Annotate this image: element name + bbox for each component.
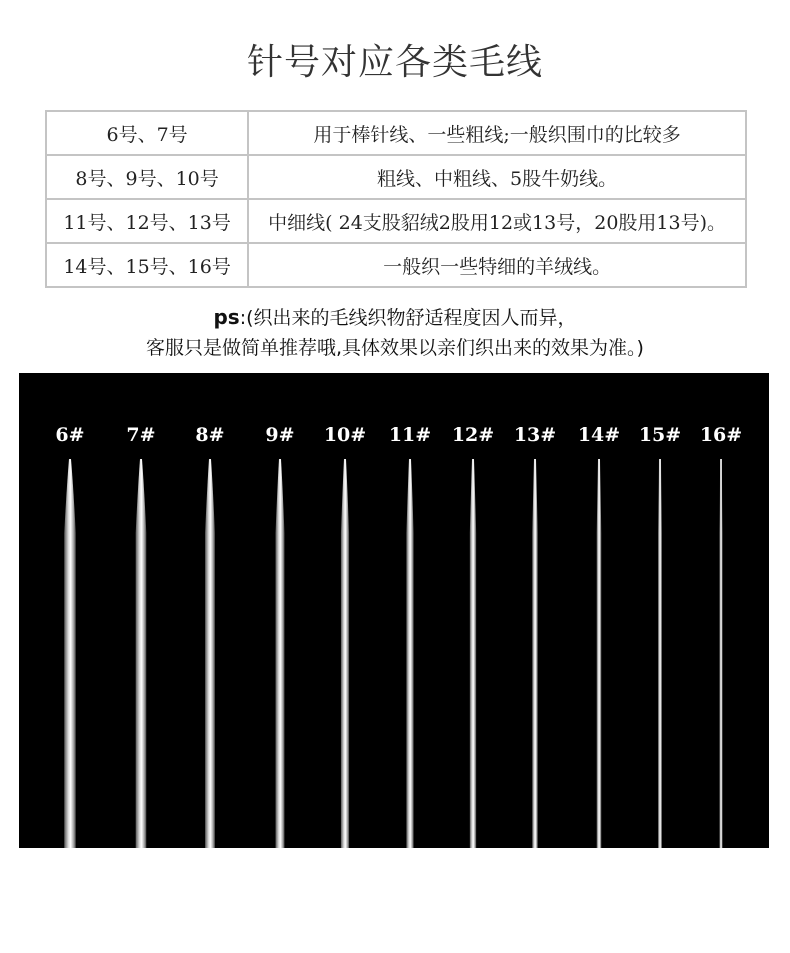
page-title: 针号对应各类毛线 <box>246 42 543 83</box>
needle-illustration <box>19 373 769 848</box>
needle-sizes-cell: 11号、12号、13号 <box>46 199 248 243</box>
needle-sizes-cell: 8号、9号、10号 <box>46 155 248 199</box>
note-text-2: 客服只是做简单推荐哦,具体效果以亲们织出来的效果为准。) <box>146 337 644 359</box>
needle-size-label: 12# <box>451 424 495 446</box>
needle-size-label: 8# <box>195 424 225 446</box>
table-row <box>46 111 746 155</box>
yarn-description-cell: 中细线( 24支股貂绒2股用12或13号，20股用13号)。 <box>248 199 746 243</box>
needle-size-label: 16# <box>699 424 743 446</box>
knitting-needle <box>64 459 76 848</box>
needle-size-label: 9# <box>265 424 295 446</box>
needle-size-label: 13# <box>513 424 557 446</box>
knitting-needle <box>597 459 602 848</box>
note-label: ps <box>213 305 240 329</box>
table-row <box>46 199 746 243</box>
needle-size-label: 11# <box>388 424 432 446</box>
knitting-needle <box>720 459 723 848</box>
knitting-needle <box>470 459 476 848</box>
needle-sizes-cell: 14号、15号、16号 <box>46 243 248 287</box>
needle-size-label: 10# <box>323 424 367 446</box>
knitting-needle <box>276 459 285 848</box>
table-row <box>46 155 746 199</box>
note-text-1: :(织出来的毛线织物舒适程度因人而异， <box>239 307 577 329</box>
yarn-description-cell: 粗线、中粗线、5股牛奶线。 <box>248 155 746 199</box>
needle-size-table <box>45 110 747 288</box>
recommendation-note <box>0 302 790 363</box>
knitting-needle <box>532 459 538 848</box>
knitting-needle <box>341 459 349 848</box>
needle-photo <box>19 373 769 848</box>
needle-size-label: 7# <box>126 424 156 446</box>
table-row <box>46 243 746 287</box>
needle-size-label: 15# <box>638 424 682 446</box>
needle-size-label: 14# <box>577 424 621 446</box>
knitting-needle <box>406 459 413 848</box>
knitting-needle <box>205 459 215 848</box>
yarn-description-cell: 一般织一些特细的羊绒线。 <box>248 243 746 287</box>
yarn-description-cell: 用于棒针线、一些粗线;一般织围巾的比较多 <box>248 111 746 155</box>
knitting-needle <box>658 459 662 848</box>
needle-size-label: 6# <box>55 424 85 446</box>
needle-sizes-cell: 6号、7号 <box>46 111 248 155</box>
knitting-needle <box>136 459 147 848</box>
note-line-1 <box>0 302 790 333</box>
